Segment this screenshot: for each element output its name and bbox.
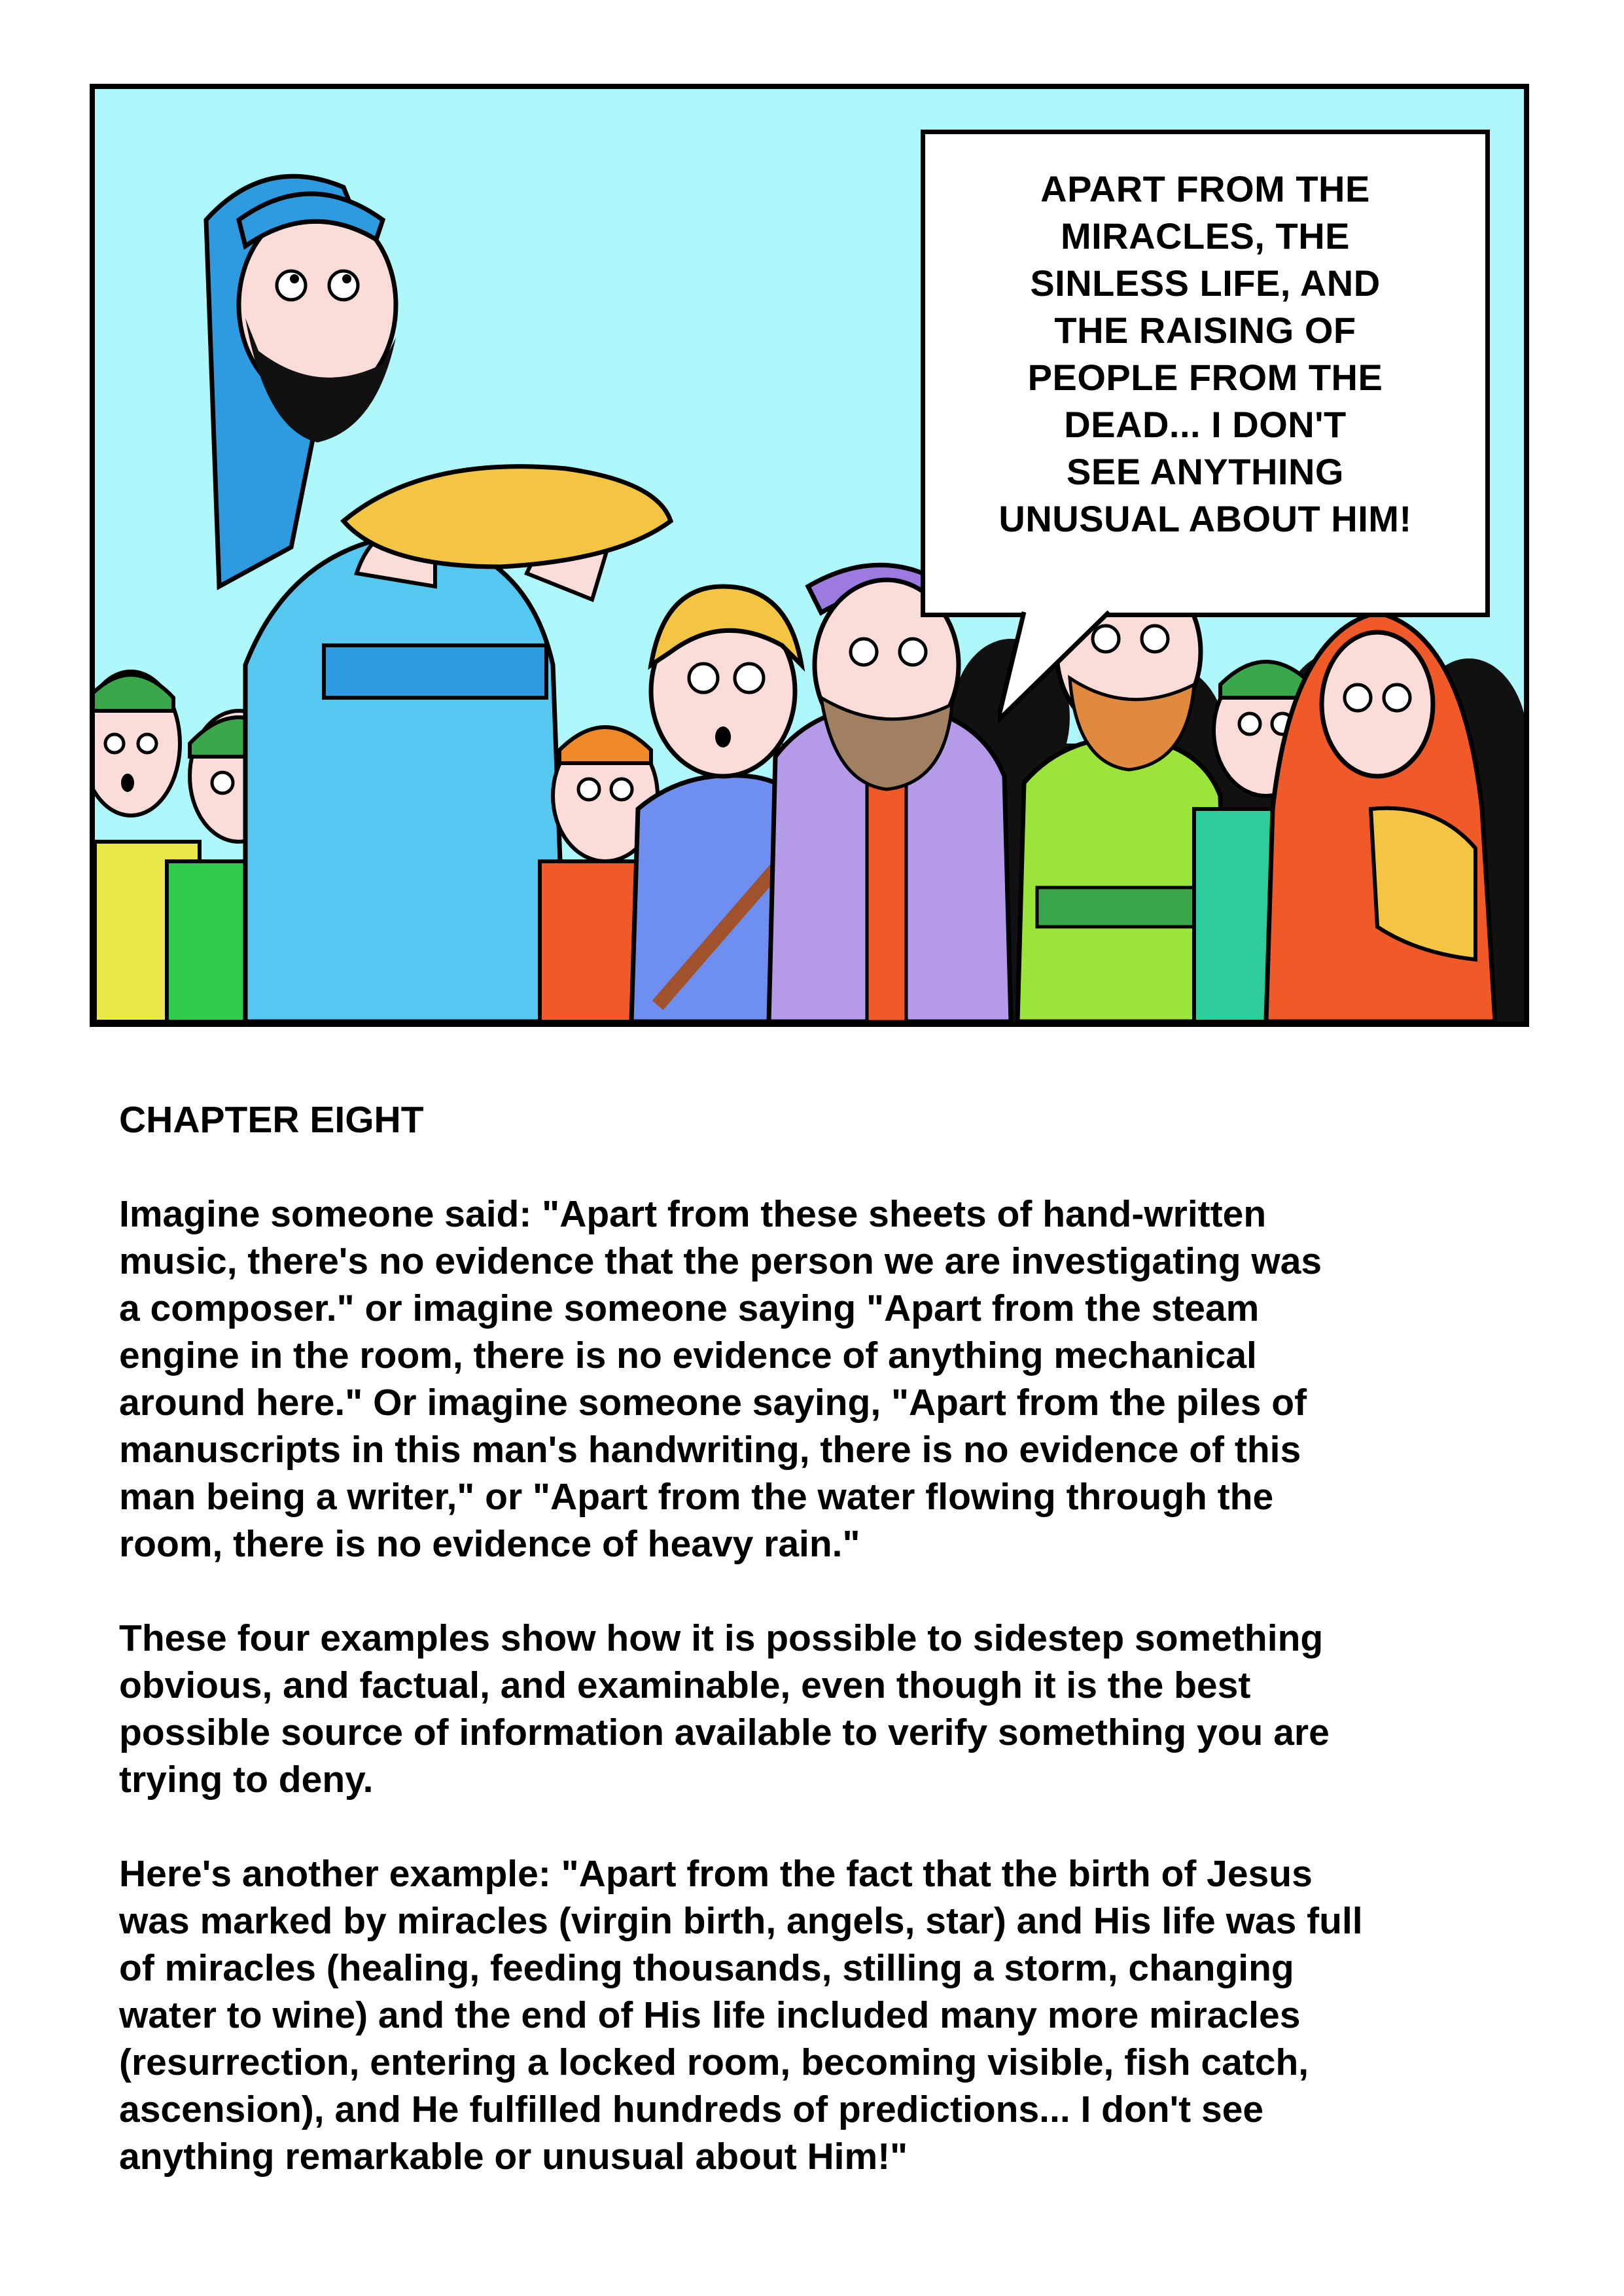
figure-purple-robe xyxy=(769,565,1011,1022)
speech-bubble-line: SEE ANYTHING xyxy=(1067,451,1344,492)
paragraph-line: was marked by miracles (virgin birth, angels, star) and His life was full xyxy=(119,1900,1363,1942)
paragraph-line: of miracles (healing, feeding thousands, stilling a storm, changing xyxy=(119,1947,1294,1989)
paragraph-3 xyxy=(119,1850,1526,2180)
paragraph-line: engine in the room, there is no evidence of anything mechanical xyxy=(119,1335,1257,1376)
speech-bubble-line: PEOPLE FROM THE xyxy=(1027,357,1383,398)
speech-bubble-line: UNUSUAL ABOUT HIM! xyxy=(998,498,1412,539)
speech-bubble-line: MIRACLES, THE xyxy=(1060,215,1350,257)
speech-bubble-line: THE RAISING OF xyxy=(1054,310,1356,351)
paragraph-line: manuscripts in this man's handwriting, there is no evidence of this xyxy=(119,1429,1301,1471)
paragraph-line: water to wine) and the end of His life included many more miracles xyxy=(119,1994,1301,2036)
paragraph-1 xyxy=(119,1191,1526,1568)
speech-bubble xyxy=(921,130,1490,617)
paragraph-line: ascension), and He fulfilled hundreds of predictions... I don't see xyxy=(119,2089,1264,2130)
paragraph-line: possible source of information available to verify something you are xyxy=(119,1712,1330,1753)
paragraph-line: obvious, and factual, and examinable, even though it is the best xyxy=(119,1664,1251,1706)
paragraph-line: These four examples show how it is possible to sidestep something xyxy=(119,1617,1324,1659)
comic-panel xyxy=(90,84,1529,1027)
paragraph-line: around here." Or imagine someone saying, "Apart from the piles of xyxy=(119,1382,1307,1424)
paragraph-line: a composer." or imagine someone saying "Apart from the steam xyxy=(119,1287,1260,1329)
paragraph-line: trying to deny. xyxy=(119,1759,374,1801)
paragraph-line: music, there's no evidence that the person we are investigating was xyxy=(119,1240,1322,1282)
paragraph-2 xyxy=(119,1615,1526,1803)
speech-bubble-line: APART FROM THE xyxy=(1040,168,1370,209)
paragraph-line: (resurrection, entering a locked room, becoming visible, fish catch, xyxy=(119,2041,1309,2083)
paragraph-line: Imagine someone said: "Apart from these sheets of hand-written xyxy=(119,1193,1267,1235)
paragraph-line: man being a writer," or "Apart from the water flowing through the xyxy=(119,1476,1274,1518)
paragraph-line: anything remarkable or unusual about Him!" xyxy=(119,2136,908,2178)
speech-bubble-tail xyxy=(998,609,1155,727)
speech-bubble-line: DEAD... I DON'T xyxy=(1064,404,1347,445)
document-body xyxy=(119,1080,1526,2180)
paragraph-line: Here's another example: "Apart from the fact that the birth of Jesus xyxy=(119,1853,1313,1895)
paragraph-line: room, there is no evidence of heavy rain." xyxy=(119,1523,860,1565)
bread-loaf xyxy=(344,467,671,567)
chapter-title: CHAPTER EIGHT xyxy=(119,1099,424,1141)
speech-bubble-line: SINLESS LIFE, AND xyxy=(1030,262,1381,304)
